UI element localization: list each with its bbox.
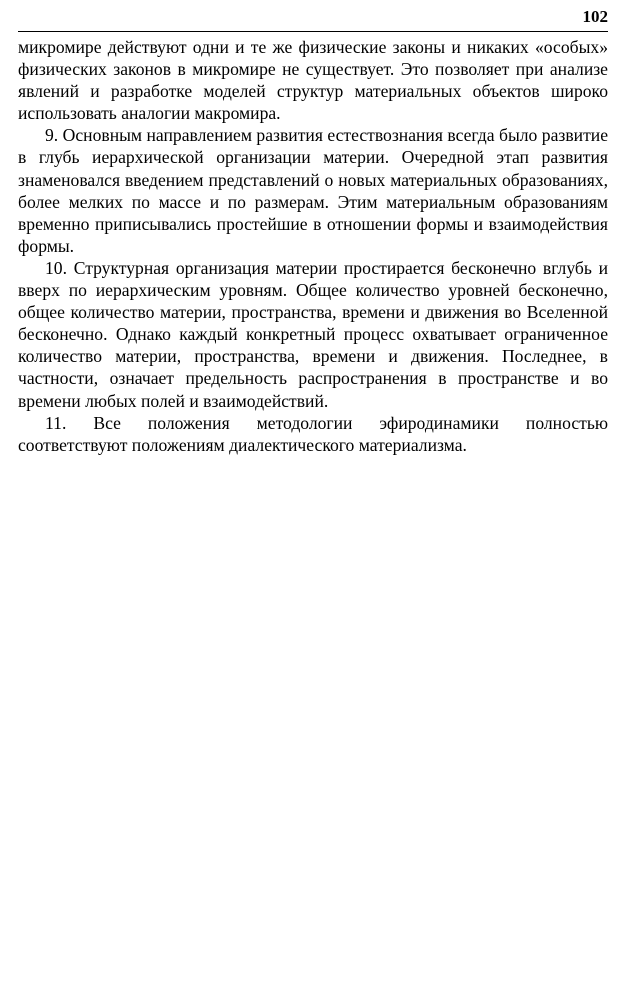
page-number: 102 <box>582 7 608 26</box>
paragraph-item-9: 9. Основным направлением развития естествознания всегда было развитие в глубь иерархической организации материи. Очередной этап развития знаменовался введением представлений о новых материальных образованиях, более мелких по массе и по размерам. Этим материальным образованиям временно приписывались простейшие в отношении формы и взаимодействия формы. <box>18 125 608 256</box>
header-rule <box>18 31 608 32</box>
paragraph-continuation: микромире действуют одни и те же физические законы и никаких «особых» физических законов в микромире не существует. Это позволяет при анализе явлений и разработке моделей структур материальных объектов широко использовать аналогии макромира. <box>18 37 608 124</box>
paragraph-item-11: 11. Все положения методологии эфиродинамики полностью соответствуют положениям диалектического материализма. <box>18 412 608 455</box>
body-text <box>18 36 608 456</box>
document-page <box>18 0 608 1000</box>
paragraph-item-10: 10. Структурная организация материи простирается бесконечно вглубь и вверх по иерархическим уровням. Общее количество уровней бесконечно, общее количество материи, пространства, времени и движения во Вселенной бесконечно. Однако каждый конкретный процесс охватывает ограниченное количество материи, пространства, времени и движения. Последнее, в частности, означает предельность распространения в пространстве и во времени любых полей и взаимодействий. <box>18 257 608 411</box>
